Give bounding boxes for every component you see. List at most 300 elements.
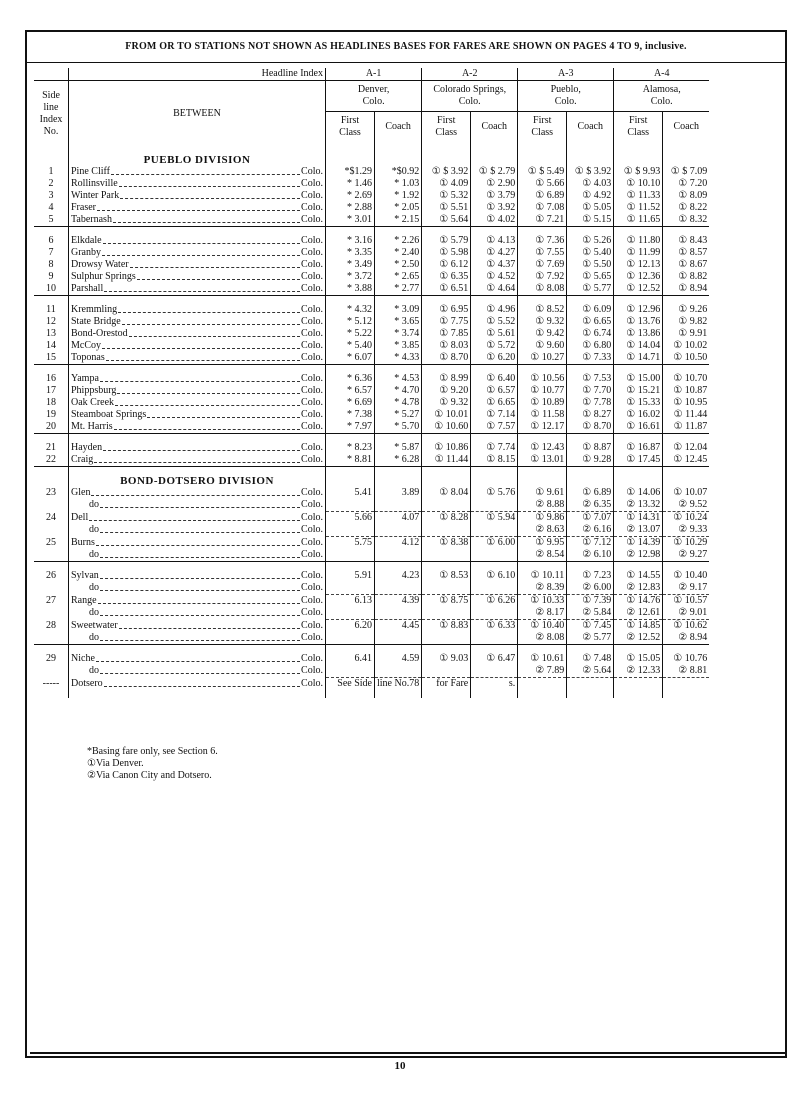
group-separator [34,296,709,305]
table-row [34,271,709,283]
first-class-fare: *$1.29 [326,166,375,178]
first-class-fare: ① 11.52 [614,202,663,214]
leader-dots [91,487,300,496]
fare-cell [614,154,663,166]
idx-cell [34,154,69,166]
coach-fare: ① 8.09 [663,190,710,202]
table-row [34,166,709,178]
sep-cell [663,227,710,236]
station-state: Colo. [301,653,323,664]
first-class-fare: ① 5.66 [518,178,567,190]
first-class-fare: ① 7.69 [518,259,567,271]
leader-dots [100,373,300,382]
leader-dots [104,678,300,687]
coach-fare: ① 7.78 [567,397,614,409]
coach-fare: ① 10.76 [663,653,710,665]
first-class-fare [422,549,471,562]
sep-cell [69,690,326,698]
sep-cell [471,146,518,154]
table-row [34,620,709,633]
footnotes [87,746,218,782]
row-index: 12 [46,316,56,327]
sep-cell [663,690,710,698]
first-class-fare: ① 6.35 [422,271,471,283]
first-class-fare: ① 8.52 [518,304,567,316]
first-class-fare: ① 6.95 [422,304,471,316]
first-class-fare: See Side [326,678,375,691]
first-class-fare: ① 8.28 [422,512,471,525]
col-city-state: Colo. [458,96,481,107]
first-class-fare: ① 17.45 [614,454,663,467]
sep-cell [567,562,614,571]
coach-fare: ① 5.05 [567,202,614,214]
station-state: Colo. [301,511,323,523]
station-name: do [89,582,99,593]
coach-fare: * 4.70 [375,385,422,397]
group-separator [34,645,709,654]
sep-cell [375,227,422,236]
first-class-fare: ① 8.70 [422,352,471,365]
fare-cell [375,475,422,487]
station-state: Colo. [301,409,323,420]
first-class-fare: ① 8.99 [422,373,471,385]
sep-cell [375,690,422,698]
coach-fare: ① 2.90 [471,178,518,190]
station-name: Kremmling [71,304,118,315]
row-index: 10 [46,283,56,294]
col-city-name: Colorado Springs, [433,84,507,95]
coach-fare: ① 7.14 [471,409,518,421]
first-class-fare: ① 7.08 [518,202,567,214]
first-class-fare: ② 8.63 [518,524,567,537]
first-class-fare: ① 7.21 [518,214,567,227]
coach-fare: 4.59 [375,653,422,665]
sep-cell [518,227,567,236]
fare-cell [614,475,663,487]
station-name: do [89,499,99,510]
coach-fare: ② 9.52 [663,499,710,512]
table-row [34,316,709,328]
sep-cell [567,645,614,654]
coach-fare [471,632,518,645]
station-state: Colo. [301,549,323,560]
station-wrap [71,442,323,454]
sep-cell [326,562,375,571]
table-row [34,202,709,214]
station-wrap [71,537,323,549]
first-class-fare: ① 11.99 [614,247,663,259]
station-wrap [71,352,323,364]
station-cell [69,340,326,352]
station-wrap [71,214,323,226]
row-index: 22 [46,454,56,465]
coach-fare: ① 6.65 [471,397,518,409]
station-name: do [89,524,99,535]
coach-fare: * 4.33 [375,352,422,365]
first-class-fare: ① 8.53 [422,570,471,582]
coach-fare: ① 4.52 [471,271,518,283]
sep-cell [69,434,326,443]
coach-fare: ① 10.02 [663,340,710,352]
sep-cell [34,365,69,374]
first-class-fare: * 7.38 [326,409,375,421]
first-class-fare: ① 11.65 [614,214,663,227]
first-class-fare: ① 12.36 [614,271,663,283]
station-name: Tabernash [71,214,112,225]
station-wrap [71,487,323,499]
first-class-fare: ① 14.76 [614,595,663,608]
first-class-fare [326,549,375,562]
first-class-fare [422,665,471,678]
first-class-fare: ① 5.98 [422,247,471,259]
row-index: 21 [46,442,56,453]
row-index [34,632,69,645]
station-cell [69,442,326,454]
station-state: Colo. [301,214,323,225]
sep-cell [471,296,518,305]
coach-fare: ① 8.43 [663,235,710,247]
station-cell [69,607,326,620]
station-name: Steamboat Springs [71,409,147,420]
fare-cell [326,154,375,166]
coach-fare: 3.89 [375,487,422,499]
coach-fare [567,678,614,691]
coach-fare: ① $ 3.92 [567,166,614,178]
sep-cell [69,296,326,305]
row-index: 1 [48,166,54,177]
sep-cell [375,365,422,374]
row-index: 13 [46,328,56,339]
side-line-label-line: Index [39,113,63,125]
group-separator [34,365,709,374]
sep-cell [326,227,375,236]
first-class-fare [422,582,471,595]
coach-fare: * 3.09 [375,304,422,316]
coach-fare: ① 7.45 [567,620,614,633]
col-code-a4: A-4 [614,68,710,81]
sep-cell [326,645,375,654]
coach-fare: ① 6.74 [567,328,614,340]
first-class-fare: ② 12.83 [614,582,663,595]
first-class-fare: ① 9.32 [518,316,567,328]
table-row [34,570,709,582]
group-separator [34,467,709,476]
first-class-fare: ① 11.58 [518,409,567,421]
leader-dots [100,570,300,579]
coach-fare: ① 9.26 [663,304,710,316]
coach-fare: * 5.27 [375,409,422,421]
first-class-fare: ① 12.17 [518,421,567,434]
sep-cell [422,146,471,154]
sep-cell [518,296,567,305]
row-index: 29 [46,653,56,664]
coach-fare: ① 5.76 [471,487,518,499]
sep-cell [375,562,422,571]
leader-dots [113,214,300,223]
coach-fare: ① 10.95 [663,397,710,409]
sep-cell [471,434,518,443]
coach-fare: 4.39 [375,595,422,608]
sep-cell [69,365,326,374]
coach-fare: ① 8.67 [663,259,710,271]
first-class-fare: ① 8.04 [422,487,471,499]
station-wrap [71,385,323,397]
first-class-fare: * 1.46 [326,178,375,190]
leader-dots [102,247,300,256]
coach-fare: 4.07 [375,512,422,525]
coach-fare: ② 6.00 [567,582,614,595]
first-class-fare: ① 8.08 [518,283,567,296]
station-state: Colo. [301,632,323,643]
station-cell [69,421,326,434]
first-class-fare: ① 6.12 [422,259,471,271]
coach-fare: ① 4.02 [471,214,518,227]
group-separator [34,146,709,154]
row-index [34,549,69,562]
coach-fare: ① 6.80 [567,340,614,352]
sep-cell [375,434,422,443]
station-state: Colo. [301,487,323,498]
coach-fare: ① 6.26 [471,595,518,608]
row-index: 23 [46,487,56,498]
sep-cell [518,467,567,476]
row-index [34,582,69,595]
row-index: 14 [46,340,56,351]
sep-cell [326,434,375,443]
station-name: Rollinsville [71,178,118,189]
station-cell [69,247,326,259]
station-cell [69,632,326,645]
row-index: 7 [48,247,54,258]
first-class-header [518,112,567,143]
station-name: Bond-Orestod [71,328,128,339]
fare-cell [663,154,710,166]
coach-fare: * 2.50 [375,259,422,271]
first-class-fare: ① 9.20 [422,385,471,397]
first-class-fare: for Fare [422,678,471,691]
station-name: Toponas [71,352,105,363]
coach-fare: ① 12.04 [663,442,710,454]
leader-dots [100,549,300,558]
station-state: Colo. [301,442,323,453]
table-row [34,235,709,247]
first-class-fare: ① 10.86 [422,442,471,454]
coach-fare: ① 8.27 [567,409,614,421]
first-class-fare: ① $ 3.92 [422,166,471,178]
leader-dots [100,524,300,533]
station-state: Colo. [301,677,323,689]
first-class-fare: ① 10.77 [518,385,567,397]
coach-fare: * 2.26 [375,235,422,247]
first-class-fare: * 3.35 [326,247,375,259]
sep-cell [326,296,375,305]
coach-fare: 4.12 [375,537,422,550]
leader-dots [117,385,300,394]
coach-fare: ① 4.03 [567,178,614,190]
coach-fare: ① 6.10 [471,570,518,582]
fare-cell [518,154,567,166]
sep-cell [471,227,518,236]
station-state: Colo. [301,385,323,396]
first-class-fare: ① 10.89 [518,397,567,409]
coach-fare: ① 8.94 [663,283,710,296]
coach-header: Coach [375,112,422,143]
table-row [34,259,709,271]
row-index: 9 [48,271,54,282]
row-index: 26 [46,570,56,581]
coach-fare: ① 7.33 [567,352,614,365]
leader-dots [104,283,300,292]
coach-fare: * 2.65 [375,271,422,283]
coach-header: Coach [471,112,518,143]
station-cell [69,397,326,409]
station-name: Winter Park [71,190,120,201]
table-row [34,665,709,678]
coach-fare [471,524,518,537]
coach-fare: ② 5.64 [567,665,614,678]
row-index: 3 [48,190,54,201]
first-class-fare: ② 8.54 [518,549,567,562]
leader-dots [119,620,300,629]
first-class-header [326,112,375,143]
station-cell [69,328,326,340]
coach-fare: ② 5.84 [567,607,614,620]
fare-cell [567,154,614,166]
row-index: 27 [46,594,56,606]
first-class-fare: ① 12.13 [614,259,663,271]
table-row [34,549,709,562]
sep-cell [422,690,471,698]
sep-cell [663,467,710,476]
sep-cell [69,146,326,154]
col-city-state: Colo. [650,96,673,107]
station-cell [69,271,326,283]
coach-fare [375,665,422,678]
col-city-header [422,81,518,112]
station-name: do [89,632,99,643]
first-class-fare [326,665,375,678]
table-body [34,146,709,698]
first-class-fare: ① 15.21 [614,385,663,397]
sep-cell [422,296,471,305]
station-state: Colo. [301,619,323,631]
first-class-fare: ① 10.33 [518,595,567,608]
first-class-fare: ① 15.33 [614,397,663,409]
leader-dots [120,190,300,199]
coach-fare: ① 7.48 [567,653,614,665]
first-class-fare: ① 7.85 [422,328,471,340]
station-cell [69,166,326,178]
coach-fare [375,549,422,562]
table-row [34,409,709,421]
sep-cell [663,296,710,305]
first-class-fare: ① $ 9.93 [614,166,663,178]
coach-fare: 4.45 [375,620,422,633]
sep-cell [471,467,518,476]
first-class-fare: * 5.12 [326,316,375,328]
station-state: Colo. [301,316,323,327]
row-index: 6 [48,235,54,246]
class-label: Class [435,127,458,138]
first-class-fare: * 6.07 [326,352,375,365]
coach-fare: ② 9.01 [663,607,710,620]
station-wrap [71,570,323,582]
station-cell [69,190,326,202]
first-class-fare: ① 11.44 [422,454,471,467]
page-frame [25,30,787,1058]
col-city-state: Colo. [362,96,385,107]
coach-header: Coach [567,112,614,143]
first-class-fare: ① 5.64 [422,214,471,227]
station-name: Sulphur Springs [71,271,136,282]
coach-fare: ① 4.13 [471,235,518,247]
coach-fare: ② 9.17 [663,582,710,595]
first-class-fare: ① 9.03 [422,653,471,665]
table-row [34,487,709,499]
table-row [34,653,709,665]
station-cell [69,202,326,214]
table-row [34,397,709,409]
first-class-fare: ① 12.43 [518,442,567,454]
coach-fare: ① 5.40 [567,247,614,259]
table-row [34,190,709,202]
leader-dots [100,499,300,508]
first-class-fare: ① 11.80 [614,235,663,247]
station-cell [69,595,326,608]
coach-fare: ① 3.92 [471,202,518,214]
row-index: 18 [46,397,56,408]
station-state: Colo. [301,340,323,351]
sep-cell [326,146,375,154]
station-cell [69,304,326,316]
table-row [34,247,709,259]
first-class-fare: ① 16.87 [614,442,663,454]
row-index: 8 [48,259,54,270]
first-label: First [437,115,456,126]
coach-fare: ① 7.23 [567,570,614,582]
station-cell [69,524,326,537]
station-name: Niche [71,653,95,664]
first-class-fare: 5.91 [326,570,375,582]
first-class-fare: * 3.72 [326,271,375,283]
table-row [34,214,709,227]
first-class-fare [326,582,375,595]
station-cell [69,620,326,633]
station-name: Parshall [71,283,104,294]
station-cell [69,235,326,247]
table-row [34,442,709,454]
row-index: 15 [46,352,56,363]
coach-fare: ① 7.39 [567,595,614,608]
table-row [34,373,709,385]
sep-cell [663,562,710,571]
division-title-row [34,475,709,487]
leader-dots [137,271,300,280]
sep-cell [471,645,518,654]
station-wrap [71,328,323,340]
sep-cell [614,434,663,443]
first-class-fare: * 6.57 [326,385,375,397]
header-row-city [34,81,709,112]
sep-cell [567,690,614,698]
sep-cell [34,690,69,698]
station-cell [69,385,326,397]
station-cell [69,678,326,691]
fare-cell [326,475,375,487]
sep-cell [422,562,471,571]
leader-dots [103,442,300,451]
table-row [34,340,709,352]
